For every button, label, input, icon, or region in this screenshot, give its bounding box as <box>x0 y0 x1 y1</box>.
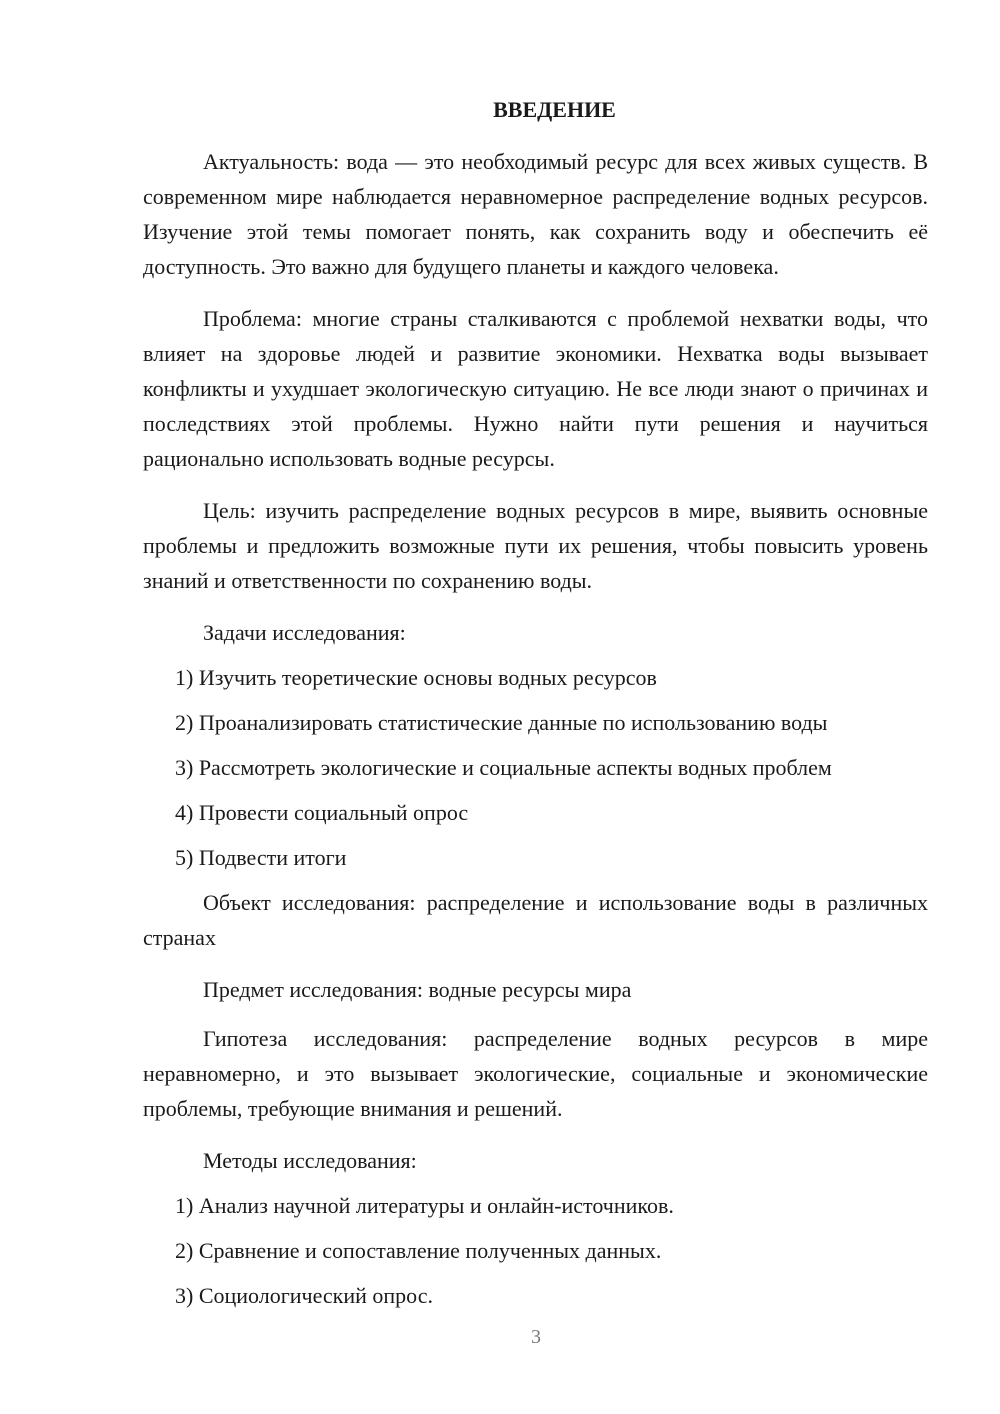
page-number: 3 <box>531 1326 541 1348</box>
list-item: 1) Изучить теоретические основы водных ресурсов <box>175 665 657 690</box>
object-paragraph: Объект исследования: распределение и использование воды в различных странах <box>143 890 928 950</box>
tasks-list <box>143 660 928 875</box>
document-page <box>143 92 928 1323</box>
list-item: 5) Подвести итоги <box>175 845 347 870</box>
list-item: 1) Анализ научной литературы и онлайн-источников. <box>175 1193 674 1218</box>
methods-list <box>143 1188 928 1313</box>
list-item: 2) Проанализировать статистические данные по использованию воды <box>175 710 828 735</box>
goal-paragraph: Цель: изучить распределение водных ресурсов в мире, выявить основные проблемы и предложить возможные пути их решения, чтобы повысить уровень знаний и ответственности по сохранению воды. <box>143 498 928 593</box>
page-title: ВВЕДЕНИЕ <box>493 97 616 122</box>
methods-heading: Методы исследования: <box>203 1148 417 1173</box>
relevance-paragraph: Актуальность: вода — это необходимый ресурс для всех живых существ. В современном мире наблюдается неравномерное распределение водных ресурсов. Изучение этой темы помогает понять, как сохранить воду и обеспечить её доступность. Это важно для будущего планеты и каждого человека. <box>143 149 928 279</box>
list-item: 3) Рассмотреть экологические и социальные аспекты водных проблем <box>175 755 832 780</box>
tasks-heading: Задачи исследования: <box>203 620 406 645</box>
list-item: 2) Сравнение и сопоставление полученных данных. <box>175 1238 662 1263</box>
list-item: 3) Социологический опрос. <box>175 1283 433 1308</box>
hypothesis-paragraph: Гипотеза исследования: распределение водных ресурсов в мире неравномерно, и это вызывает экологические, социальные и экономические проблемы, требующие внимания и решений. <box>143 1026 928 1121</box>
subject-paragraph: Предмет исследования: водные ресурсы мира <box>203 977 632 1002</box>
problem-paragraph: Проблема: многие страны сталкиваются с проблемой нехватки воды, что влияет на здоровье людей и развитие экономики. Нехватка воды вызывает конфликты и ухудшает экологическую ситуацию. Не все люди знают о причинах и последствиях этой проблемы. Нужно найти пути решения и научиться рационально использовать водные ресурсы. <box>143 306 928 471</box>
list-item: 4) Провести социальный опрос <box>175 800 469 825</box>
